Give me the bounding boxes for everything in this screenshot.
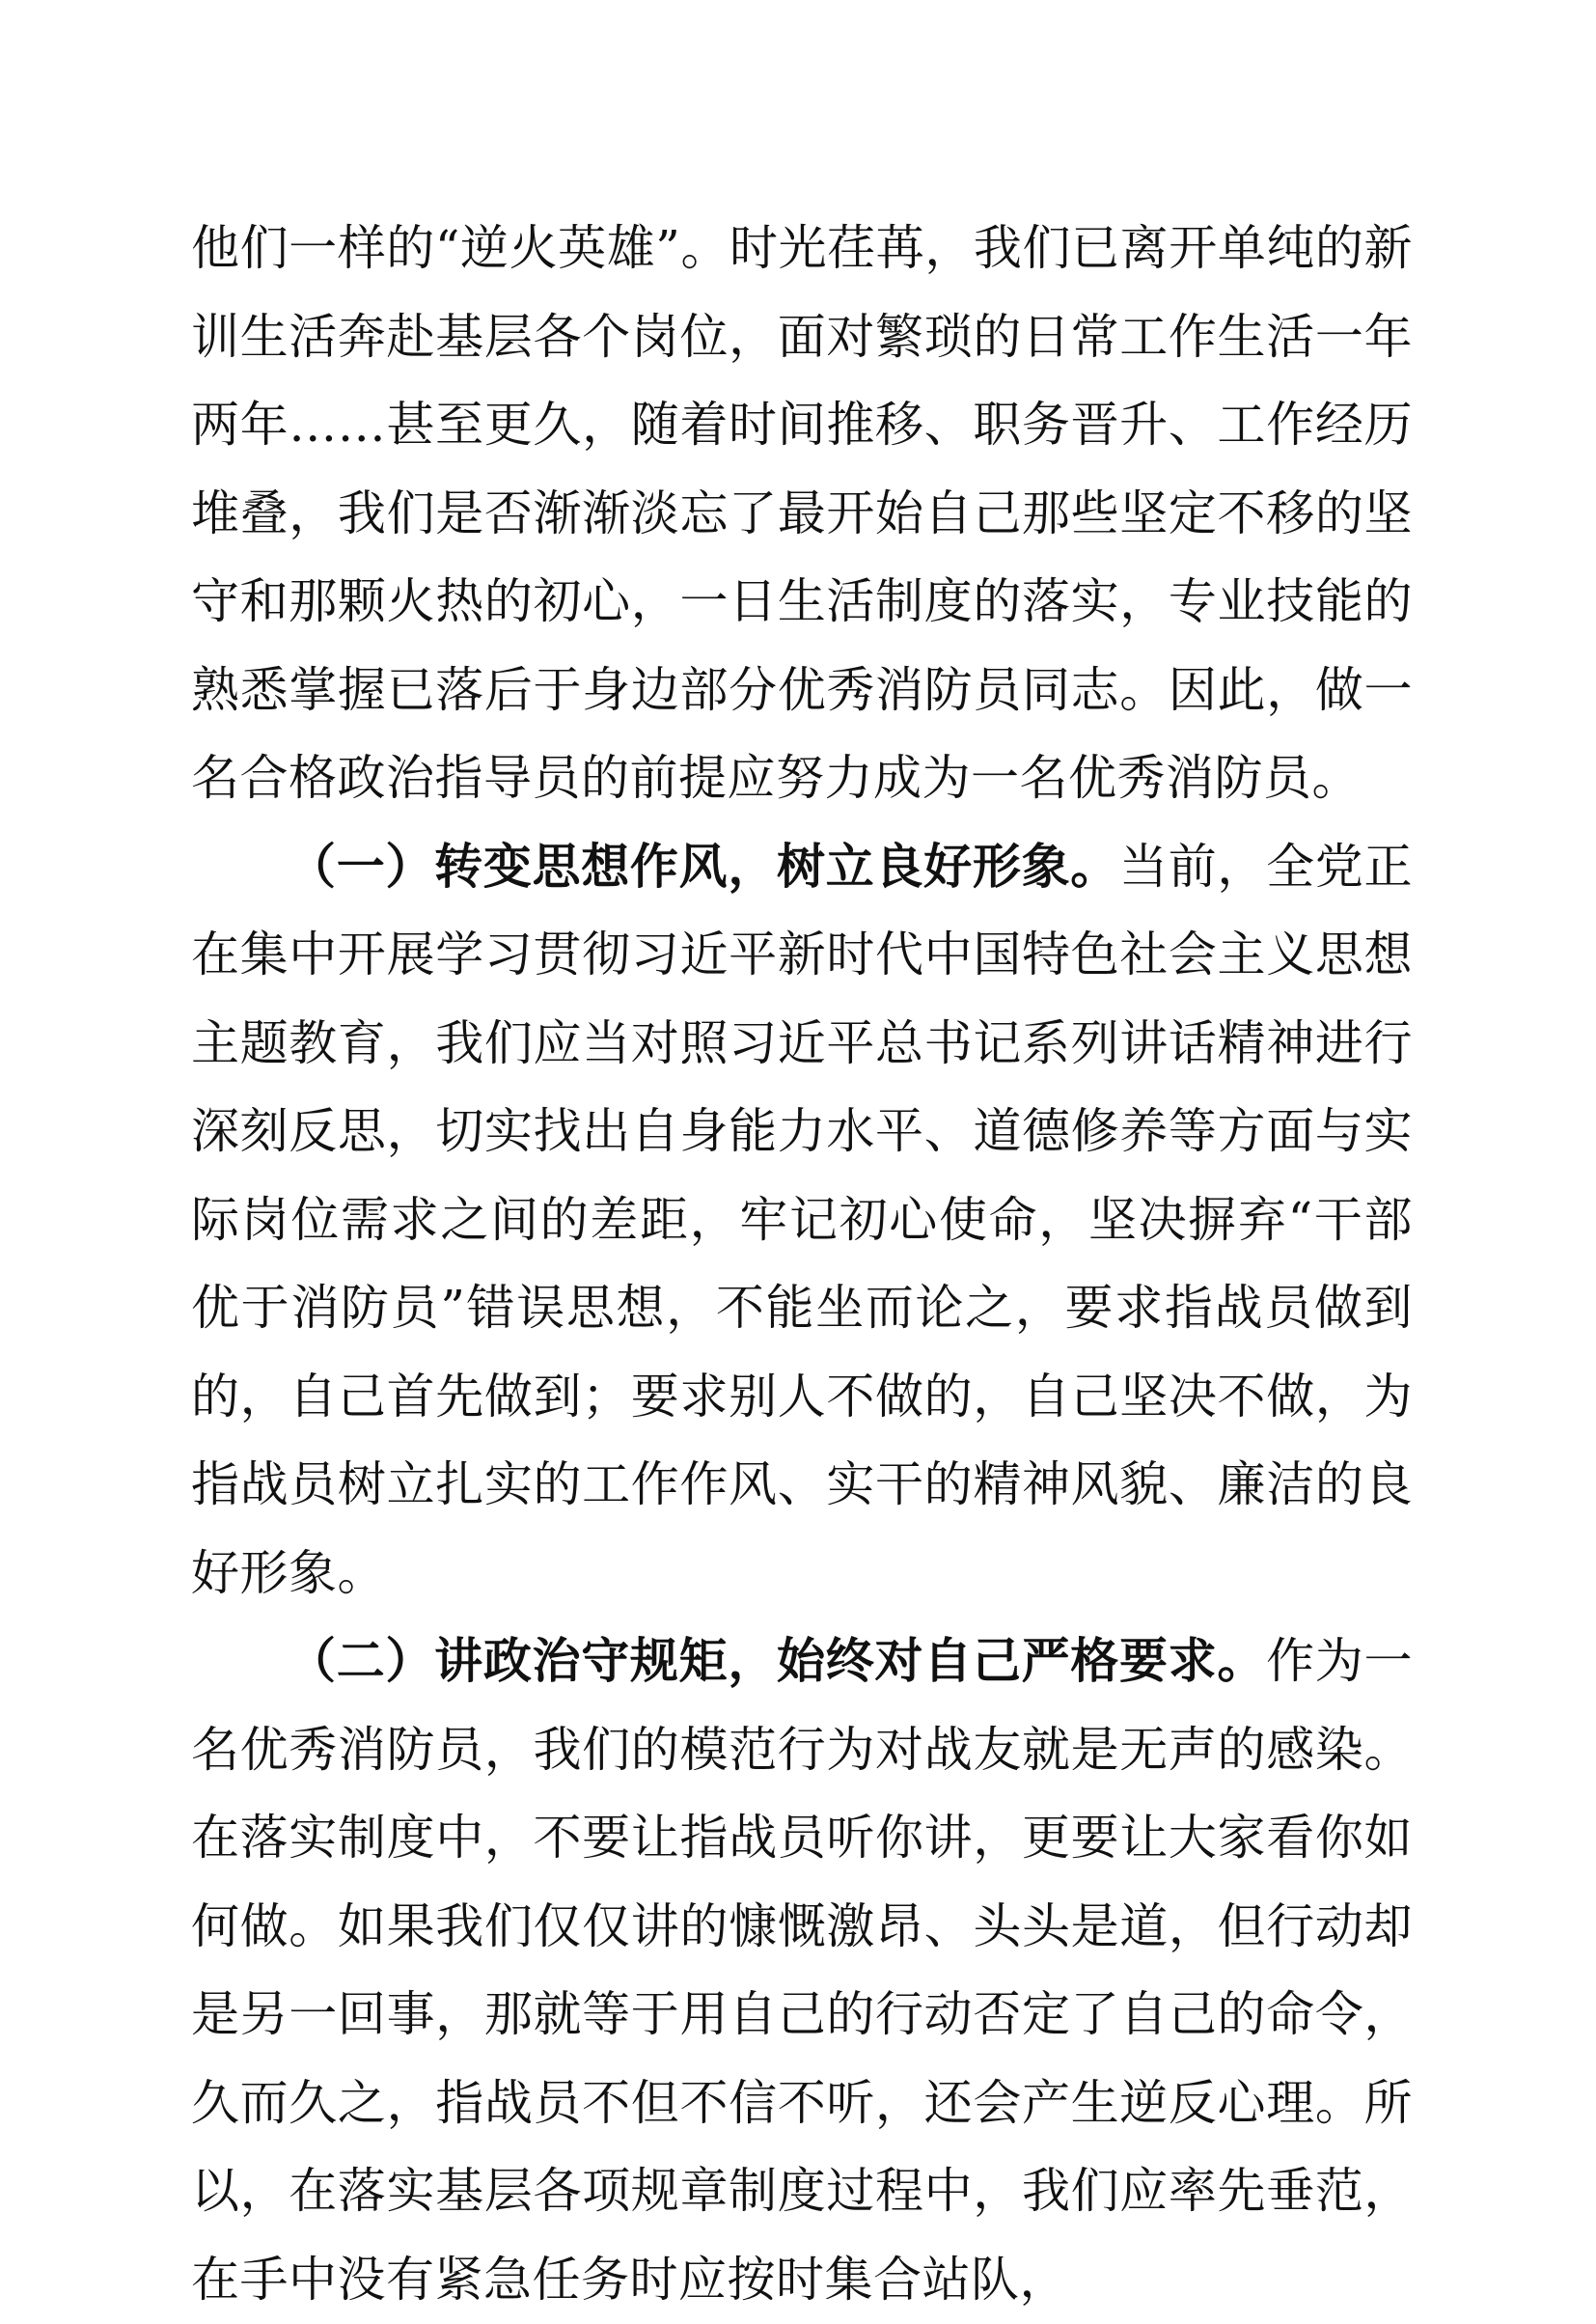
paragraph-text: 当前，全党正在集中开展学习贯彻习近平新时代中国特色社会主义思想主题教育，我们应当对照习近平总书记系列讲话精神进行深刻反思，切实找出自身能力水平、道德修养等方面与实际岗位需求之间的差距，牢记初心使命，坚决摒弃“干部优于消防员”错误思想，不能坐而论之，要求指战员做到的，自己首先做到；要求别人不做的，自己坚决不做，为指战员树立扎实的工作作风、实干的精神风貌、廉洁的良好形象。 xyxy=(191,838,1414,1601)
paragraph-intro xyxy=(191,205,1413,823)
paragraph-text: 他们一样的“逆火英雄”。时光荏苒，我们已离开单纯的新训生活奔赴基层各个岗位，面对繁琐的日常工作生活一年两年……甚至更久，随着时间推移、职务晋升、工作经历堆叠，我们是否渐渐淡忘了最开始自己那些坚定不移的坚守和那颗火热的初心，一日生活制度的落实，专业技能的熟悉掌握已落后于身边部分优秀消防员同志。因此，做一名合格政治指导员的前提应努力成为一名优秀消防员。 xyxy=(191,220,1413,806)
section-heading: （二）讲政治守规矩，始终对自己严格要求。 xyxy=(288,1633,1267,1689)
paragraph-text: 作为一名优秀消防员，我们的模范行为对战友就是无声的感染。在落实制度中，不要让指战员听你讲，更要让大家看你如何做。如果我们仅仅讲的慷慨激昂、头头是道，但行动却是另一回事，那就等于用自己的行动否定了自己的命令，久而久之，指战员不但不信不听，还会产生逆反心理。所以，在落实基层各项规章制度过程中，我们应率先垂范，在手中没有紧急任务时应按时集合站队， xyxy=(191,1633,1414,2308)
paragraph-section-2 xyxy=(191,1618,1413,2324)
section-heading: （一）转变思想作风，树立良好形象。 xyxy=(288,838,1119,895)
document-page xyxy=(191,205,1413,2324)
paragraph-section-1 xyxy=(191,823,1413,1618)
